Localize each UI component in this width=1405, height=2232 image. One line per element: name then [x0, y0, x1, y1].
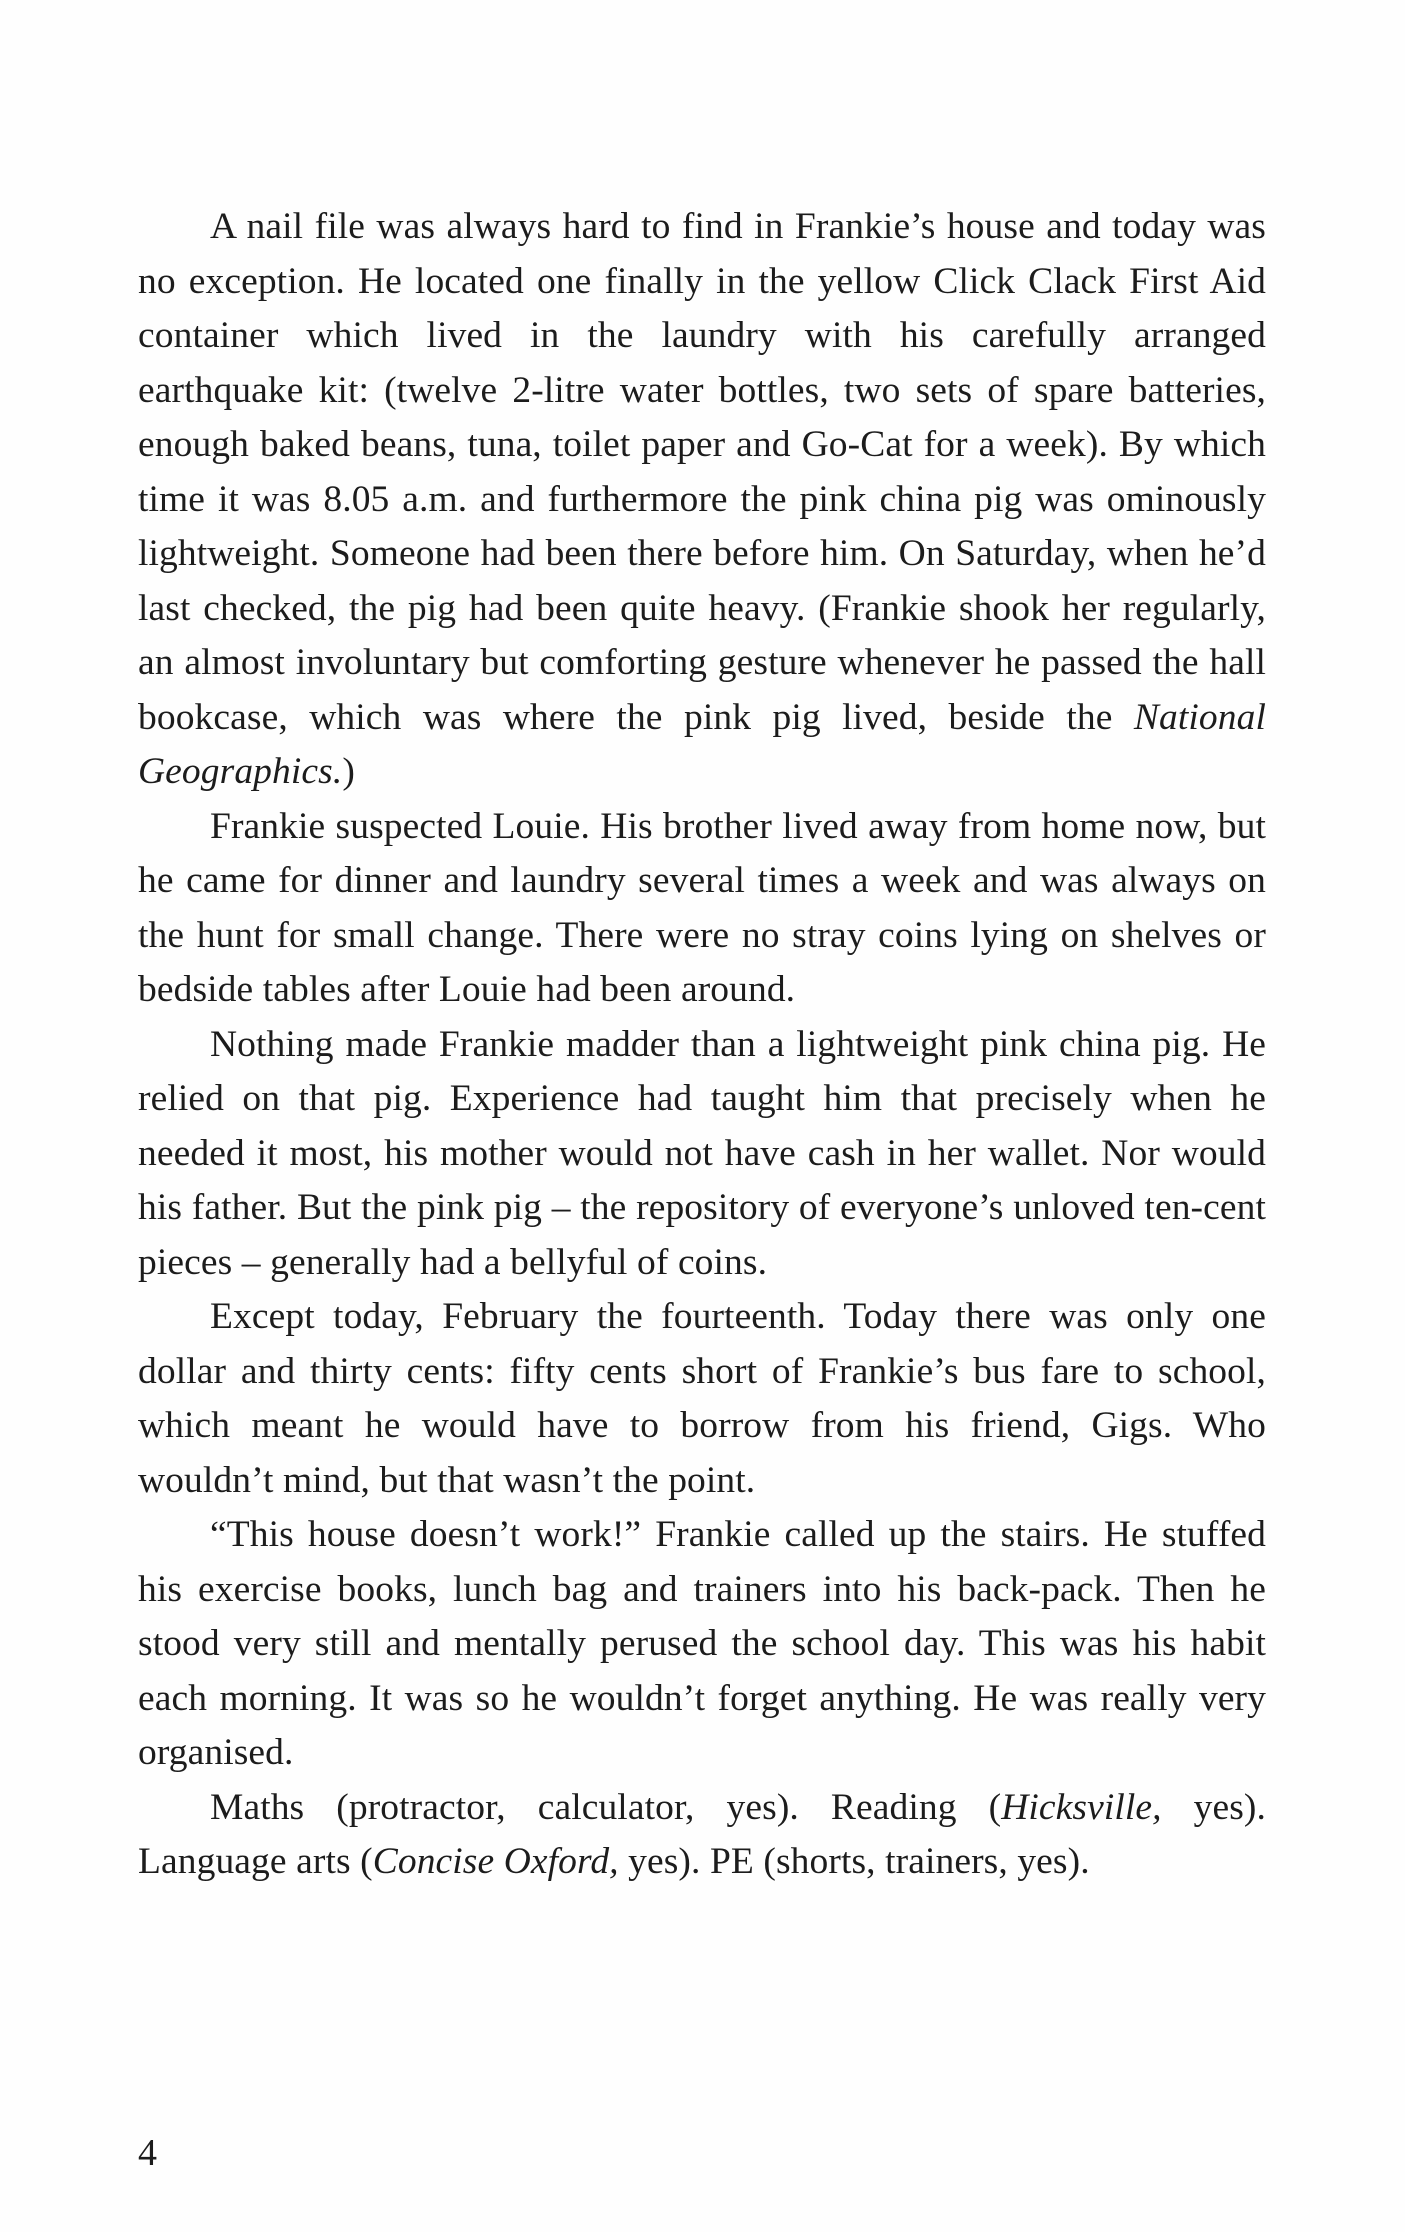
text-run: Except today, February the fourteenth. Today there was only one dollar and thirty cents: fifty cents short of Frankie’s bus fare to school, which meant he would have to borrow from his friend, Gigs. Who wouldn’t mind, but that wasn’t the point.	[138, 1296, 1266, 1501]
italic-title: National Geographics.	[138, 696, 1266, 792]
text-run: yes). Language arts (	[138, 1786, 1266, 1882]
text-run: Nothing made Frankie madder than a lightweight pink china pig. He relied on that pig. Experience had taught him that precisely when he needed it most, his mother would not have cash in her wallet. Nor would his father. But the pink pig – the repository of everyone’s unloved ten-cent pieces – generally had a bellyful of coins.	[138, 1023, 1266, 1283]
paragraph	[138, 800, 1266, 1018]
page-number: 4	[138, 2132, 157, 2174]
paragraph	[138, 1018, 1266, 1291]
text-run: yes). PE (shorts, trainers, yes).	[618, 1841, 1090, 1882]
text-run: )	[342, 751, 355, 792]
body-text	[138, 200, 1266, 1890]
text-run: “This house doesn’t work!” Frankie called up the stairs. He stuffed his exercise books, lunch bag and trainers into his back-pack. Then he stood very still and mentally perused the school day. This was his habit each morning. It was so he wouldn’t forget anything. He was really very organised.	[138, 1514, 1266, 1773]
italic-title: Hicksville,	[1001, 1786, 1162, 1828]
paragraph	[138, 200, 1266, 800]
paragraph	[138, 1508, 1266, 1781]
text-run: Maths (protractor, calculator, yes). Reading (	[210, 1786, 1002, 1828]
italic-title: Concise Oxford,	[372, 1841, 619, 1882]
text-run: A nail file was always hard to find in Frankie’s house and today was no exception. He located one finally in the yellow Click Clack First Aid container which lived in the laundry with his carefully arranged earthquake kit: (twelve 2-litre water bottles, two sets of spare batteries, enough baked beans, tuna, toilet paper and Go-Cat for a week). By which time it was 8.05 a.m. and furthermore the pink china pig was ominously lightweight. Someone had been there before him. On Saturday, when he’d last checked, the pig had been quite heavy. (Frankie shook her regularly, an almost involuntary but comforting gesture whenever he passed the hall bookcase, which was where the pink pig lived, beside the	[138, 206, 1266, 738]
paragraph	[138, 1290, 1266, 1508]
text-run: Frankie suspected Louie. His brother lived away from home now, but he came for dinner and laundry several times a week and was always on the hunt for small change. There were no stray coins lying on shelves or bedside tables after Louie had been around.	[138, 805, 1266, 1010]
paragraph	[138, 1781, 1266, 1890]
